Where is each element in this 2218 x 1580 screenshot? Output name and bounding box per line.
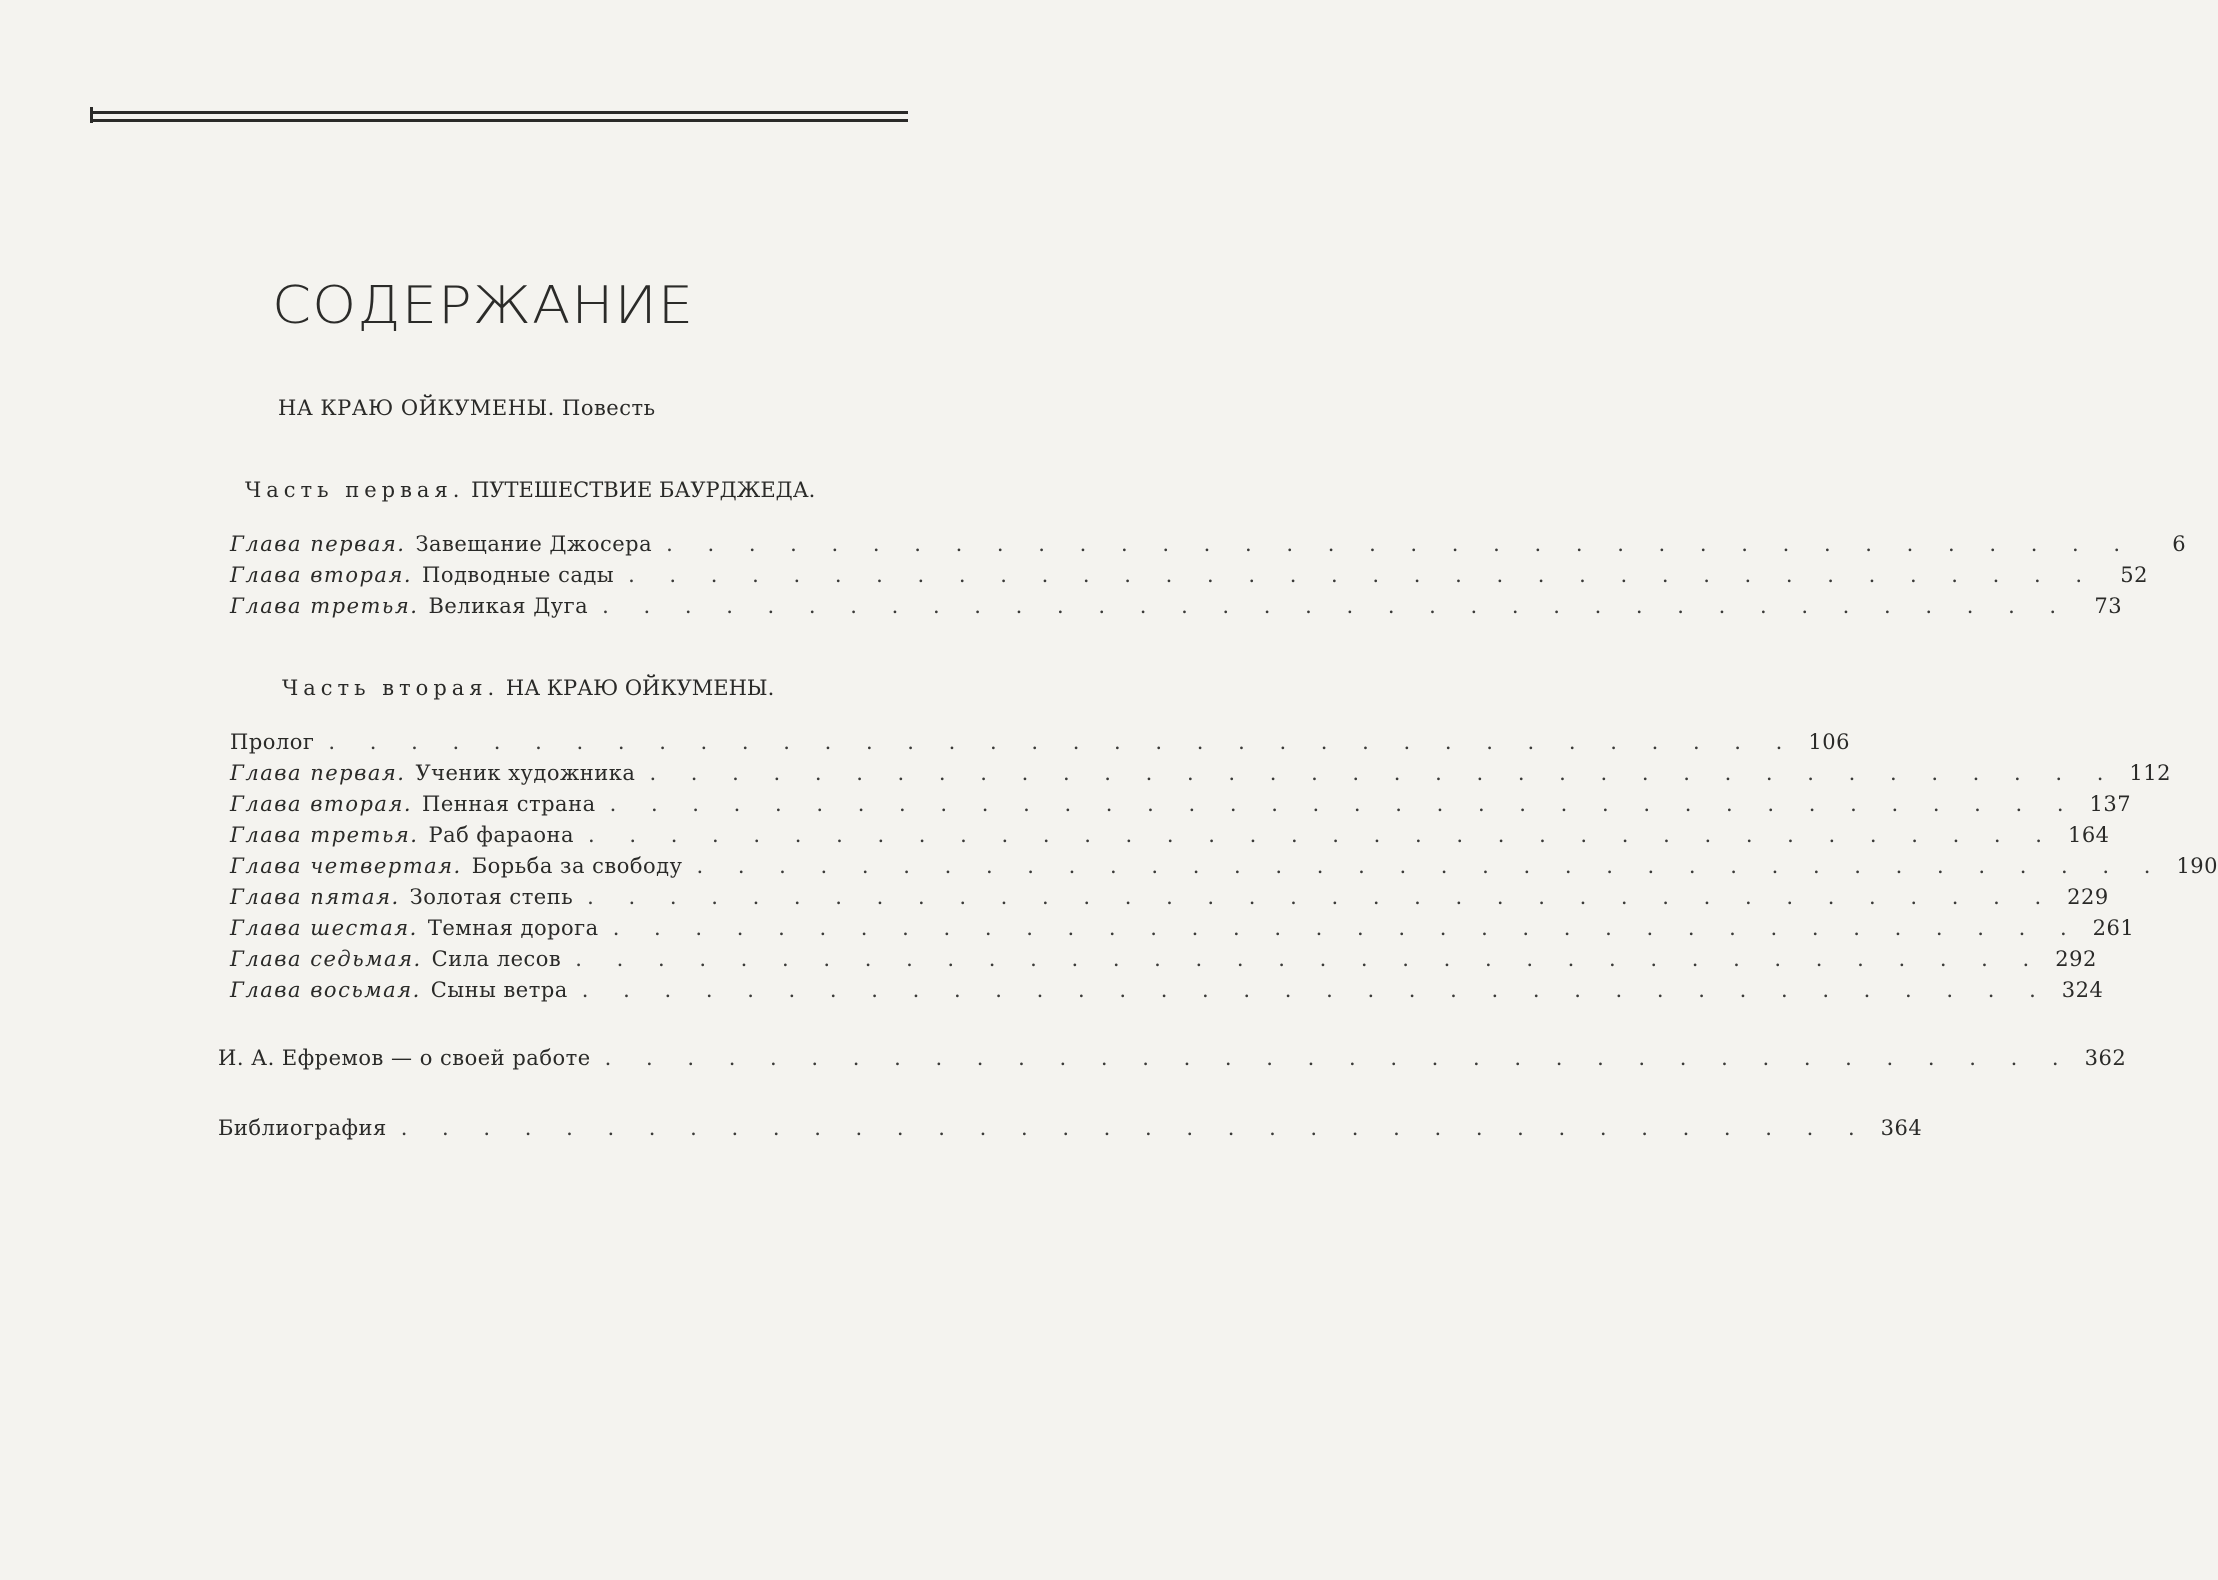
- page-number: 73: [2094, 594, 2123, 618]
- dot-leader: . . . . . . . . . . . . . . . . . . . . . . . . . . . . . . . . . . . .: [649, 761, 2118, 785]
- dot-leader: . . . . . . . . . . . . . . . . . . . . . . . . . . . . . . . . . . . .: [587, 885, 2056, 909]
- chapter-label: Глава первая.: [230, 761, 406, 785]
- chapter-label: Глава третья.: [230, 823, 419, 847]
- dot-leader: . . . . . . . . . . . . . . . . . . . . . . . . . . . . . . . . . . . .: [628, 563, 2097, 587]
- page-number: 362: [2084, 1046, 2127, 1070]
- page-number: 229: [2067, 885, 2109, 909]
- chapter-label: Глава вторая.: [230, 792, 413, 816]
- dot-leader: . . . . . . . . . . . . . . . . . . . . . . . . . . . . . . . . . . . .: [604, 1046, 2073, 1070]
- part-two-label: Часть вторая.: [282, 676, 500, 700]
- dot-leader: . . . . . . . . . . . . . . . . . . . . . . . . . . . . . . . . . . . .: [602, 594, 2071, 618]
- part-one-heading: [245, 478, 815, 502]
- rule-line-lower: [90, 119, 908, 122]
- page-number: 6: [2172, 532, 2187, 556]
- toc-entry[interactable]: [230, 823, 2110, 854]
- page-number: 324: [2061, 978, 2104, 1002]
- toc-entry[interactable]: [230, 916, 2135, 947]
- chapter-label: Глава третья.: [230, 594, 419, 618]
- chapter-title: Пролог: [230, 730, 315, 754]
- toc-entry[interactable]: [230, 978, 2104, 1009]
- top-double-rule: [90, 107, 908, 125]
- toc-entry[interactable]: [230, 594, 2123, 625]
- page-number: 52: [2120, 563, 2149, 587]
- chapter-title: Завещание Джосера: [415, 532, 653, 556]
- chapter-title: Темная дорога: [427, 916, 599, 940]
- chapter-title: Сыны ветра: [430, 978, 568, 1002]
- chapter-title: Раб фараона: [428, 823, 574, 847]
- dot-leader: . . . . . . . . . . . . . . . . . . . . . . . . . . . . . . . . . . . .: [575, 947, 2044, 971]
- chapter-label: Глава вторая.: [230, 563, 413, 587]
- chapter-title: Сила лесов: [431, 947, 562, 971]
- chapter-label: Глава пятая.: [230, 885, 400, 909]
- page-number: 112: [2129, 761, 2171, 785]
- chapter-title: Золотая степь: [409, 885, 574, 909]
- toc-entry[interactable]: [230, 730, 1850, 761]
- afterword-entry[interactable]: [218, 1046, 2127, 1077]
- rule-line-upper: [90, 111, 908, 114]
- chapter-label: Глава седьмая.: [230, 947, 422, 971]
- afterword-title: И. А. Ефремов — о своей работе: [218, 1046, 591, 1070]
- page-number: 364: [1880, 1116, 1923, 1140]
- part-one-title: ПУТЕШЕСТВИЕ БАУРДЖЕДА.: [471, 478, 816, 502]
- chapter-title: Ученик художника: [415, 761, 636, 785]
- dot-leader: . . . . . . . . . . . . . . . . . . . . . . . . . . . . . . . . . . . .: [696, 854, 2165, 878]
- bibliography-entry[interactable]: [218, 1116, 1923, 1147]
- part-two-contents: [230, 730, 2218, 1009]
- page-number: 137: [2089, 792, 2132, 816]
- chapter-title: Подводные сады: [422, 563, 615, 587]
- dot-leader: . . . . . . . . . . . . . . . . . . . . . . . . . . . . . . . . . . . .: [581, 978, 2050, 1002]
- part-one-contents: [230, 532, 2187, 625]
- dot-leader: . . . . . . . . . . . . . . . . . . . . . . . . . . . . . . . . . . . .: [588, 823, 2056, 847]
- page-number: 106: [1808, 730, 1850, 754]
- dot-leader: . . . . . . . . . . . . . . . . . . . . . . . . . . . . . . . . . . . .: [328, 730, 1797, 754]
- toc-entry[interactable]: [230, 532, 2187, 563]
- page-title: СОДЕРЖАНИЕ: [272, 276, 695, 336]
- book-title: НА КРАЮ ОЙКУМЕНЫ. Повесть: [278, 396, 656, 420]
- bibliography-title: Библиография: [218, 1116, 387, 1140]
- chapter-title: Борьба за свободу: [471, 854, 683, 878]
- toc-entry[interactable]: [230, 854, 2218, 885]
- part-two-title: НА КРАЮ ОЙКУМЕНЫ.: [505, 676, 775, 700]
- chapter-label: Глава первая.: [230, 532, 406, 556]
- page-number: 292: [2055, 947, 2097, 971]
- page-number: 190: [2176, 854, 2218, 878]
- part-two-heading: [282, 676, 774, 700]
- page-number: 261: [2092, 916, 2135, 940]
- dot-leader: . . . . . . . . . . . . . . . . . . . . . . . . . . . . . . . . . . . .: [666, 532, 2135, 556]
- part-one-label: Часть первая.: [245, 478, 465, 502]
- toc-entry[interactable]: [230, 947, 2097, 978]
- toc-entry[interactable]: [230, 563, 2149, 594]
- dot-leader: . . . . . . . . . . . . . . . . . . . . . . . . . . . . . . . . . . . .: [612, 916, 2081, 940]
- chapter-label: Глава восьмая.: [230, 978, 421, 1002]
- chapter-title: Пенная страна: [422, 792, 596, 816]
- chapter-title: Великая Дуга: [428, 594, 589, 618]
- toc-entry[interactable]: [230, 885, 2109, 916]
- dot-leader: . . . . . . . . . . . . . . . . . . . . . . . . . . . . . . . . . . . .: [609, 792, 2078, 816]
- chapter-label: Глава четвертая.: [230, 854, 462, 878]
- page-number: 164: [2067, 823, 2110, 847]
- chapter-label: Глава шестая.: [230, 916, 418, 940]
- dot-leader: . . . . . . . . . . . . . . . . . . . . . . . . . . . . . . . . . . . .: [400, 1116, 1869, 1140]
- toc-entry[interactable]: [230, 792, 2132, 823]
- toc-entry[interactable]: [230, 761, 2171, 792]
